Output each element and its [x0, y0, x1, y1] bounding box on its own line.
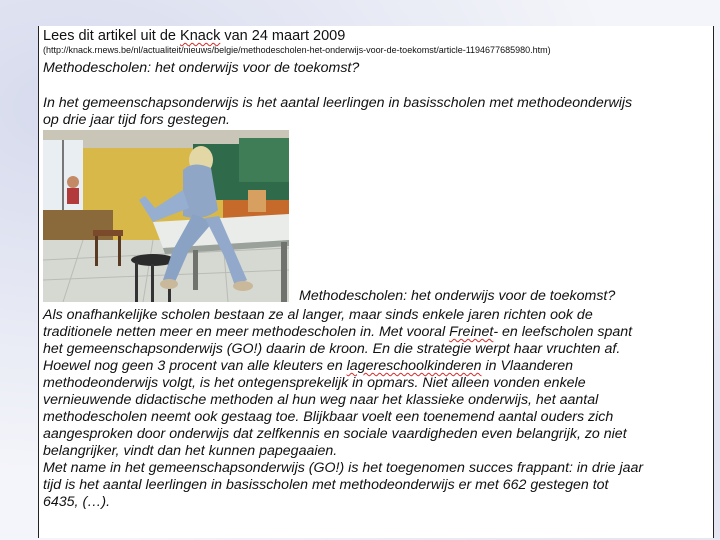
body-line-2-rest: - en leefscholen spant [493, 324, 633, 340]
body-line-5: methodeonderwijs volgt, is het ontegensprekelijk in opmars. Niet alleen vonden enkele [43, 375, 586, 391]
photo-caption: Methodescholen: het onderwijs voor de toekomst? [299, 288, 616, 304]
classroom-photo-illustration [43, 130, 289, 302]
header-knack: Knack [180, 28, 221, 44]
header-line [43, 28, 345, 44]
body-line-9: belangrijker, vindt dan het kunnen papegaaien. [43, 443, 338, 459]
body-line-2-freinet: Freinet [449, 324, 494, 340]
body-line-2-text: traditionele netten meer en meer methodescholen in. Met vooral [43, 324, 450, 340]
intro-line-1: In het gemeenschapsonderwijs is het aantal leerlingen in basisscholen met methodeonderwijs [43, 95, 633, 111]
body-line-4-text: Hoewel nog geen 3 procent van alle kleuters en [43, 358, 347, 374]
intro-line-2: op drie jaar tijd fors gestegen. [43, 112, 230, 128]
body-line-10: Met name in het gemeenschapsonderwijs (GO!) is het toegenomen succes frappant: in drie jaar [43, 460, 644, 476]
classroom-photo [43, 130, 289, 302]
header-prefix: Lees dit artikel uit de [43, 28, 181, 44]
body-line-12: 6435, (…). [43, 494, 111, 510]
body-line-7: methodescholen neemt ook gestaag toe. Blijkbaar voelt een toenemend aantal ouders zich [43, 409, 614, 425]
body-line-2 [43, 324, 632, 340]
document-page [38, 26, 714, 538]
body-line-4-rest: in Vlaanderen [481, 358, 574, 374]
body-line-3: het gemeenschapsonderwijs (GO!) daarin de kroon. En die strategie werpt haar vruchten af. [43, 341, 621, 357]
body-line-6: vernieuwende didactische methoden al hun weg naar het klassieke onderwijs, het aantal [43, 392, 599, 408]
body-line-11: tijd is het aantal leerlingen in basisscholen met methodeonderwijs er met 662 gestegen tot [43, 477, 609, 493]
body-line-4 [43, 358, 573, 374]
source-url[interactable]: (http://knack.rnews.be/nl/actualiteit/nieuws/belgie/methodescholen-het-onderwijs-voor-de-toekomst/article-1194677685980.htm) [43, 45, 551, 55]
body-line-4-word: lagereschoolkinderen [346, 358, 482, 374]
body-line-1: Als onafhankelijke scholen bestaan ze al langer, maar sinds enkele jaren richten ook de [43, 307, 593, 323]
article-title: Methodescholen: het onderwijs voor de toekomst? [43, 60, 360, 76]
body-line-8: aangesproken door onderwijs dat zelfkennis en sociale vaardigheden even belangrijk, zo niet [43, 426, 627, 442]
header-suffix: van 24 maart 2009 [220, 28, 346, 44]
